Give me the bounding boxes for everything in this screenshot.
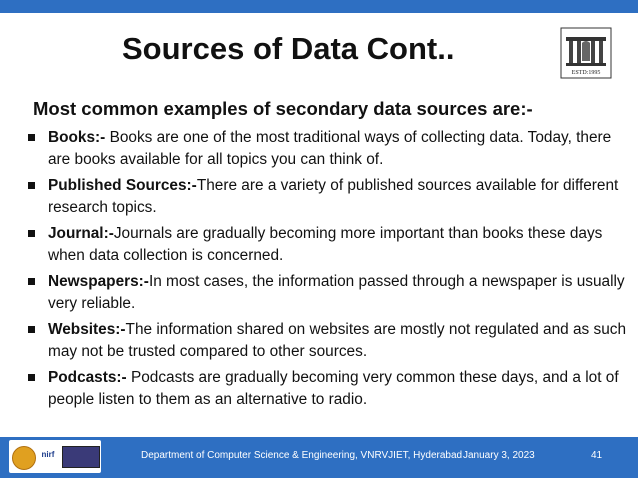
nba-logo-icon [62, 446, 100, 468]
item-term: Published Sources:- [48, 177, 197, 194]
list-item [24, 319, 630, 362]
item-term: Websites:- [48, 321, 126, 338]
slide-title: Sources of Data Cont.. [122, 31, 455, 66]
item-term: Journal:- [48, 225, 114, 242]
item-text: Podcasts are gradually becoming very common these days, and a lot of people listen to them as an alternative to radio. [48, 369, 619, 408]
top-bar [0, 0, 638, 13]
bullet-icon [28, 230, 35, 237]
list-item [24, 175, 630, 218]
logo-estd: ESTD:1995 [571, 70, 601, 76]
bullet-icon [28, 182, 35, 189]
slide-subtitle: Most common examples of secondary data sources are:- [33, 98, 533, 119]
item-text: Journals are gradually becoming more important than books these days when data collection is concerned. [48, 225, 603, 264]
item-term: Newspapers:- [48, 273, 149, 290]
item-text: The information shared on websites are mostly not regulated and as such may not be trusted compared to other sources. [48, 321, 627, 360]
list-item [24, 367, 630, 410]
bullet-icon [28, 134, 35, 141]
list-item [24, 223, 630, 266]
list-item [24, 271, 630, 314]
nirf-label: nirf [41, 450, 55, 459]
item-term: Books:- [48, 129, 106, 146]
college-logo-icon [560, 27, 612, 79]
list-item [24, 127, 630, 170]
item-text: Books are one of the most traditional ways of collecting data. Today, there are books available for all topics you can think of. [48, 129, 612, 168]
item-text: There are a variety of published sources available for different research topics. [48, 177, 619, 216]
item-term: Podcasts:- [48, 369, 127, 386]
bullet-icon [28, 278, 35, 285]
bullet-icon [28, 374, 35, 381]
naac-logo-icon [12, 446, 36, 470]
bullet-icon [28, 326, 35, 333]
footer-date: January 3, 2023 [463, 450, 535, 461]
nirf-logo-icon [36, 443, 60, 467]
item-text: In most cases, the information passed through a newspaper is usually very reliable. [48, 273, 625, 312]
footer-department: Department of Computer Science & Engineering, VNRVJIET, Hyderabad [141, 450, 463, 461]
bullet-list [24, 127, 630, 415]
page-number: 41 [591, 450, 603, 461]
